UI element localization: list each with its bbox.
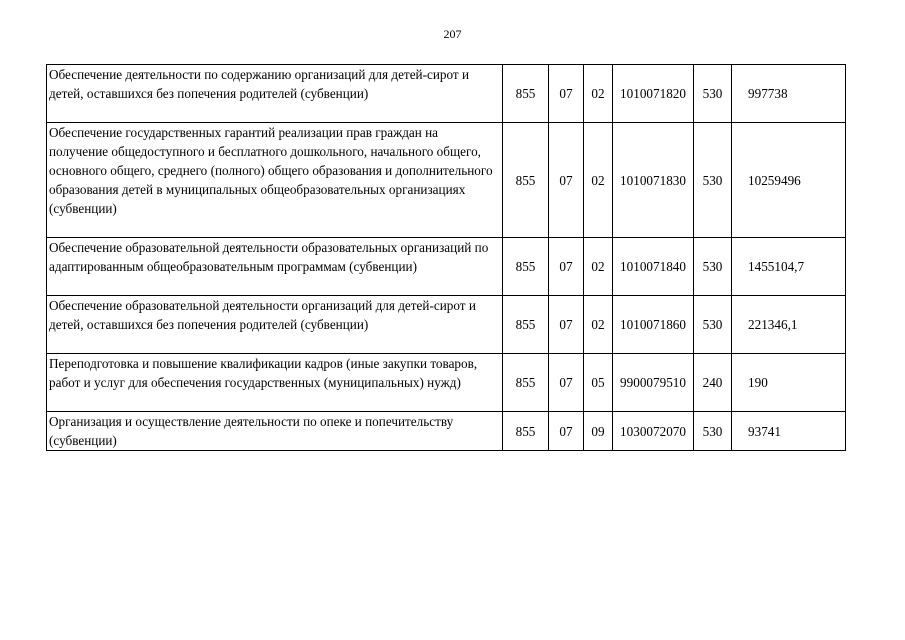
row-description: Обеспечение государственных гарантий реализации прав граждан на получение общедоступного и бесплатного дошкольного, начального общего, основного общего, среднего (полного) общего образования и дополнительного образования детей в муниципальных общеобразовательных организациях (субвенции) (47, 123, 503, 238)
table-row (47, 296, 846, 354)
expense-type-code: 530 (694, 65, 732, 123)
expense-type-code: 530 (694, 412, 732, 451)
subsection-code: 05 (584, 354, 613, 412)
section-code: 07 (549, 123, 584, 238)
ministry-code: 855 (503, 412, 549, 451)
subsection-code: 02 (584, 296, 613, 354)
ministry-code: 855 (503, 238, 549, 296)
row-description: Переподготовка и повышение квалификации кадров (иные закупки товаров, работ и услуг для обеспечения государственных (муниципальных) нужд) (47, 354, 503, 412)
amount: 190 (732, 354, 846, 412)
subsection-code: 02 (584, 238, 613, 296)
expense-type-code: 530 (694, 238, 732, 296)
section-code: 07 (549, 354, 584, 412)
row-description: Обеспечение деятельности по содержанию организаций для детей-сирот и детей, оставшихся без попечения родителей (субвенции) (47, 65, 503, 123)
expense-type-code: 240 (694, 354, 732, 412)
target-article-code: 1010071820 (613, 65, 694, 123)
ministry-code: 855 (503, 296, 549, 354)
section-code: 07 (549, 412, 584, 451)
row-description: Организация и осуществление деятельности по опеке и попечительству (субвенции) (47, 412, 503, 451)
amount: 93741 (732, 412, 846, 451)
subsection-code: 02 (584, 65, 613, 123)
amount: 997738 (732, 65, 846, 123)
amount: 1455104,7 (732, 238, 846, 296)
target-article-code: 9900079510 (613, 354, 694, 412)
ministry-code: 855 (503, 123, 549, 238)
target-article-code: 1030072070 (613, 412, 694, 451)
section-code: 07 (549, 296, 584, 354)
table-row (47, 354, 846, 412)
subsection-code: 02 (584, 123, 613, 238)
budget-table (46, 64, 846, 451)
expense-type-code: 530 (694, 296, 732, 354)
table-row (47, 238, 846, 296)
ministry-code: 855 (503, 354, 549, 412)
table-row (47, 123, 846, 238)
section-code: 07 (549, 238, 584, 296)
page-number: 207 (443, 27, 462, 41)
target-article-code: 1010071830 (613, 123, 694, 238)
ministry-code: 855 (503, 65, 549, 123)
row-description: Обеспечение образовательной деятельности организаций для детей-сирот и детей, оставшихся без попечения родителей (субвенции) (47, 296, 503, 354)
table-row (47, 412, 846, 451)
subsection-code: 09 (584, 412, 613, 451)
target-article-code: 1010071860 (613, 296, 694, 354)
section-code: 07 (549, 65, 584, 123)
table-row (47, 65, 846, 123)
expense-type-code: 530 (694, 123, 732, 238)
amount: 221346,1 (732, 296, 846, 354)
row-description: Обеспечение образовательной деятельности образовательных организаций по адаптированным общеобразовательным программам (субвенции) (47, 238, 503, 296)
target-article-code: 1010071840 (613, 238, 694, 296)
amount: 10259496 (732, 123, 846, 238)
